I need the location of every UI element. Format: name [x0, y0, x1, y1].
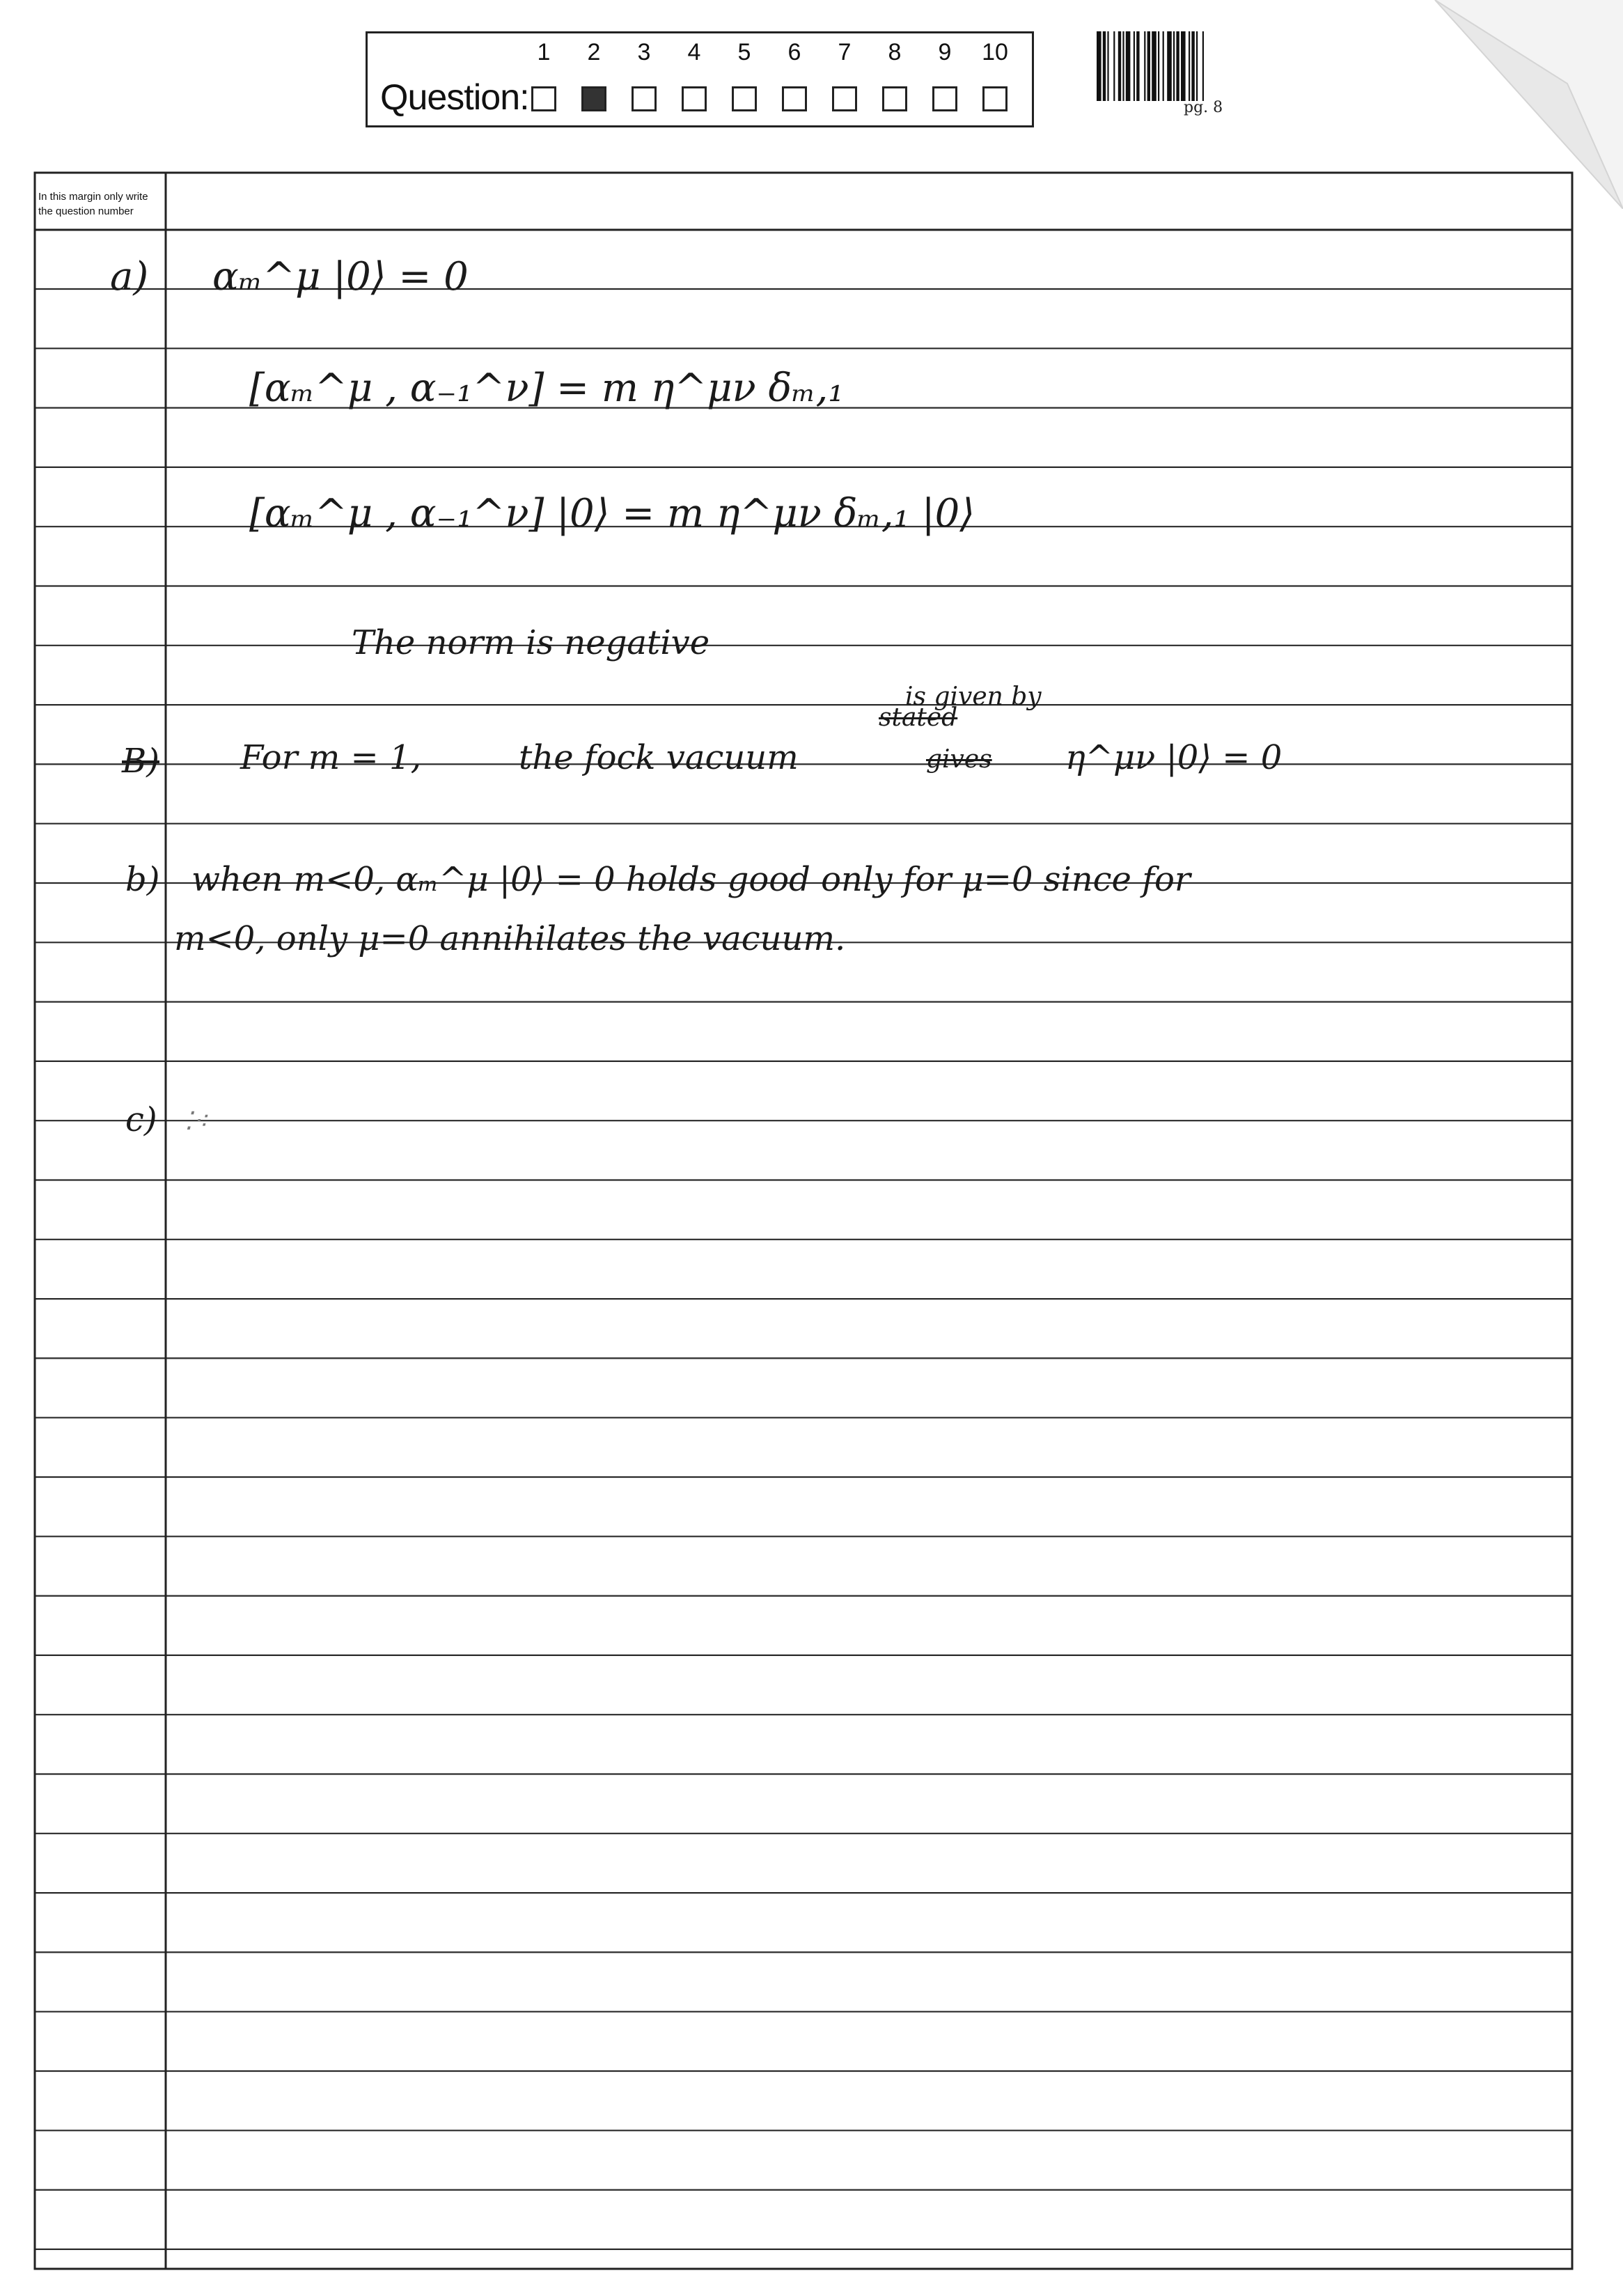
question-checkbox-3[interactable]: [632, 86, 657, 111]
question-checkbox-7[interactable]: [832, 86, 857, 111]
barcode-bar: [1189, 31, 1190, 101]
answer-a-line-1: αₘ^μ |0⟩ = 0: [212, 254, 469, 299]
barcode-bar: [1196, 31, 1198, 101]
question-number-5: 5: [737, 39, 751, 65]
question-label: Question:: [380, 77, 529, 118]
struck-label: B): [122, 742, 159, 781]
barcode-bar: [1126, 31, 1131, 101]
barcode-bar: [1202, 31, 1204, 101]
barcode-bar: [1147, 31, 1150, 101]
answer-a-line-2: [αₘ^μ , α₋₁^ν] = m η^μν δₘ,₁: [249, 366, 844, 411]
struck-word-stated: stated: [879, 703, 958, 732]
barcode-image: [1097, 31, 1239, 101]
question-selector: [366, 31, 1034, 127]
question-number-10: 10: [982, 39, 1008, 65]
question-checkbox-5[interactable]: [732, 86, 757, 111]
question-number-6: 6: [787, 39, 801, 65]
barcode-bar: [1097, 31, 1101, 101]
insertion-is-given-by: is given by: [905, 682, 1042, 711]
question-checkbox-1[interactable]: [531, 86, 556, 111]
question-number-1: 1: [537, 39, 551, 65]
barcode-bar: [1181, 31, 1186, 101]
question-number-9: 9: [938, 39, 952, 65]
barcode-bar: [1136, 31, 1139, 101]
question-checkbox-9[interactable]: [932, 86, 957, 111]
question-checkbox-4[interactable]: [682, 86, 707, 111]
barcode-bar: [1152, 31, 1157, 101]
margin-instruction: In this margin only write the question number: [38, 191, 148, 217]
question-number-8: 8: [888, 39, 902, 65]
answer-a-line-3: [αₘ^μ , α₋₁^ν] |0⟩ = m η^μν δₘ,₁ |0⟩: [249, 491, 975, 536]
barcode-bar: [1134, 31, 1135, 101]
barcode-bar: [1167, 31, 1172, 101]
question-number-3: 3: [637, 39, 651, 65]
barcode-bar: [1176, 31, 1179, 101]
answer-a-line-5-mid: the fock vacuum: [519, 738, 799, 777]
barcode-bar: [1144, 31, 1145, 101]
answer-a-line-5-lead: For m = 1,: [240, 738, 421, 777]
answer-b-line-2: m<0, only μ=0 annihilates the vacuum.: [174, 919, 846, 958]
question-checkbox-2[interactable]: [581, 86, 606, 111]
struck-word-gives: gives: [926, 745, 992, 774]
barcode-bar: [1118, 31, 1121, 101]
answer-c-label: c): [125, 1100, 157, 1139]
question-checkbox-8[interactable]: [882, 86, 907, 111]
answer-b-line-1: when m<0, αₘ^μ |0⟩ = 0 holds good only for μ=0 since for: [191, 860, 1191, 899]
answer-a-line-4: The norm is negative: [352, 623, 710, 662]
barcode-bar: [1173, 31, 1175, 101]
barcode-bar: [1158, 31, 1159, 101]
answer-a-label: a): [110, 254, 149, 299]
barcode-bar: [1122, 31, 1124, 101]
barcode-bar: [1163, 31, 1164, 101]
question-checkbox-6[interactable]: [782, 86, 807, 111]
answer-c-stray-marks: ⁚⁖: [185, 1107, 207, 1136]
barcode-bar: [1107, 31, 1108, 101]
answer-b-label: b): [125, 860, 160, 899]
folded-page-corner: [1393, 0, 1623, 209]
question-checkbox-10[interactable]: [982, 86, 1007, 111]
question-number-4: 4: [687, 39, 701, 65]
question-number-7: 7: [838, 39, 852, 65]
answer-a-line-5-end: η^μν |0⟩ = 0: [1065, 738, 1283, 777]
barcode-bar: [1113, 31, 1115, 101]
question-number-2: 2: [587, 39, 601, 65]
page-number: pg. 8: [1184, 99, 1223, 116]
barcode-bar: [1191, 31, 1194, 101]
barcode-bar: [1103, 31, 1106, 101]
